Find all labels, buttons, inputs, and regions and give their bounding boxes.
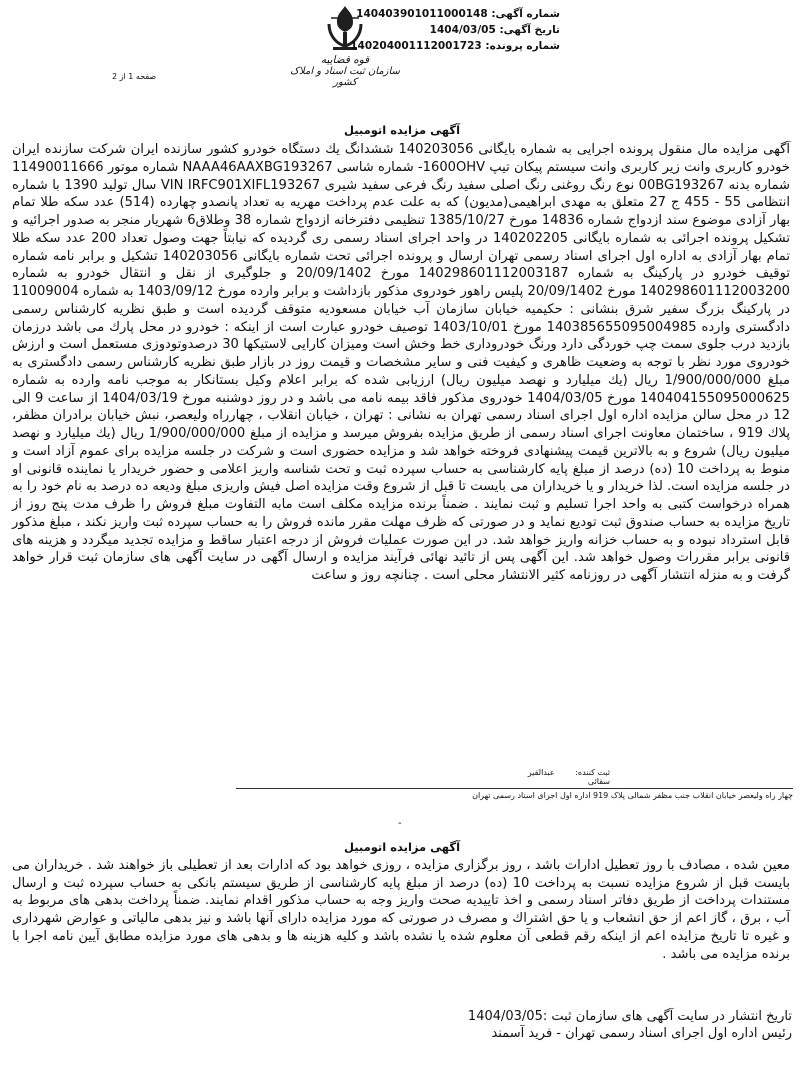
publish-date-line: تاریخ انتشار در سایت آگهی های سازمان ثبت :1404/03/05 [467,1009,792,1024]
case-number: 140204001112001723 [350,40,482,52]
signature-line: رئیس اداره اول اجرای اسناد رسمی تهران - فرید آسمند [491,1026,792,1041]
case-number-row [350,38,560,54]
ad-number: 140403901011000148 [356,8,488,20]
ad-number-label: شماره آگهی: [491,8,560,20]
ad-date: 1404/03/05 [429,24,496,36]
registrar-name: عبدالقیر سقائی [527,768,610,786]
ad-date-label: تاریخ آگهی: [499,24,560,36]
ad-date-row [420,22,560,38]
ad2-body: معین شده ، مصادف با روز تعطیل ادارات باشد ، روز برگزاری مزایده ، روزی خواهد بود كه ادارات بعد از تعطیلی باز خواهند شد . خریداران می بایست قبل از شروع مزایده نسبت به پرداخت 10 (ده) درصد از مبلغ پایه كارشناسی از طریق سیستم بانكی به حساب سپرده ثبت و ارسال مستندات پرداخت از طریق دفاتر اسناد رسمی و اخذ تاییدیه صحت واریز وجه به حساب مذكور اقدام نمایند. ضمناً پرداخت بدهی های مربوط به آب ، برق ، گاز اعم از حق انشعاب و یا حق اشتراك و مصرف در صورتی كه مورد مزایده دارای آنها باشد و نیز بدهی مالیاتی و عوارض شهرداری و غیره تا تاریخ مزایده اعم از اینكه رقم قطعی آن معلوم شده یا نشده باشد و كلیه هزینه ها و بدهی های مورد مزایده مطابق آیین نامه اجرا با برنده مزایده می باشد . [12,858,791,962]
org-name: قوه قضاییه [320,54,370,66]
org-subname: سازمان ثبت اسناد و املاک کشور [290,66,400,88]
ad1-body: آگهی مزایده مال منقول پرونده اجرایی به شماره بایگانی 140203056 ششدانگ یك دستگاه خودرو كشور سازنده ایران شركت سازنده ایران خودرو كاربری وانت زیر كاربری وانت سیستم پیكان تیپ 1600OHV- شماره شاسی NAAA46AAXBG193267 شماره موتور 11490011666 شماره بدنه 00BG193267 نوع رنگ روغنی رنگ اصلی سفید رنگ فرعی سفید شیری VIN IRFC901XIFL193267 سال تولید 1390 با شماره انتظامی 55 - 455 ج 27 متعلق به مهدی ابراهیمی(مدیون) كه به علت عدم پرداخت مهریه به تعداد پانصدو چهارده (514) عدد سكه طلا تمام بهار آزادی موضوع سند ازدواج شماره 14836 مورخ 1385/10/27 تنظیمی دفترخانه ازدواج شماره 38 وطلاق6 شهریار منجر به صدور اجرائیه و تشكیل پرونده اجرائی به شماره بایگانی 140202205 در واحد اجرای اسناد رسمی ری گردیده كه نیابتاً جهت وصول تعداد 200 عدد سكه طلا تمام بهار آزادی به اداره اول اجرای اسناد رسمی تهران ارسال و پرونده اجرائی تحت شماره بایگانی 140203056 تشكیل و برابر نامه شماره توقیف خودرو در پاركینگ به شماره 140298601112003187 مورخ 20/09/1402 و جلوگیری از نقل و انتقال خودرو به شماره 140298601112003200 مورخ 20/09/1402 پلیس راهور خودروی مذكور بازداشت و برابر وارده مورخ 1403/09/12 به شماره 11009004 در پاركینگ بزرگ سفیر شرق بنشانی : حكیمیه خیابان سازمان آب خیابان مسعودیه متوقف گردیده است و طبق نظریه كارشناس رسمی دادگستری وارده 140385655095004985 مورخ 1403/10/01 توصیف خودرو عبارت است از اینكه : خودرو در محل پارك می باشد درزمان بازدید درب جلوی سمت چپ خوردگی دارد ورنگ خودروداری خط وخش است ومیزان كارایی لاستیكها 30 درصدوتودوزی مستعمل است و ارزش خودروی مورد نظر با توجه به وضعیت ظاهری و كیفیت فنی و سایر مشخصات و قیمت روز در بازار طبق نظریه كارشناس رسمی دادگستری به مبلغ 1/900/000/000 ریال (یك میلیارد و نهصد میلیون ریال) ارزیابی شده كه برابر اعلام وكیل بستانكار به موجب نامه وارده به شماره 140404155095000625 مورخ 1404/03/05 خودروی مذكور فاقد بیمه نامه می باشد و در روز دوشنبه مورخ 1404/03/19 از ساعت 9 الی 12 در محل سالن مزایده اداره اول اجرای اسناد رسمی تهران به نشانی : تهران ، خیابان انقلاب ، چهارراه ولیعصر، نبش خیابان برادران مظفر، پلاك 919 ، ساختمان معاونت اجرای اسناد رسمی از طریق مزایده بفروش میرسد و مزایده از مبلغ 1/900/000/000 ریال (یك میلیارد و نهصد میلیون ریال) شروع و به بالاترین قیمت پیشنهادی فروخته خواهد شد و مزایده حضوری است و شركت در جلسه مزایده برای عموم آزاد است و منوط به پرداخت 10 (ده) درصد از مبلغ پایه كارشناسی به حساب سپرده ثبت و تحت شناسه واریز اعلامی و حضور خریدار یا نماینده قانونی او در جلسه مزایده است. لذا خریدار و یا خریداران می بایست تا قبل از شروع وقت مزایده اصل فیش واریزی مبلغ ودیعه ده درصد به نام خود را به همراه درخواست كتبی به واحد اجرا تسلیم و ثبت نمایند . ضمناً برنده مزایده مكلف است مابه التفاوت مبلغ فروش را ظرف مدت پنج روز از تاریخ مزایده به حساب صندوق ثبت تودیع نماید و در صورتی كه ظرف مهلت مقرر مانده فروش را به حساب سپرده ثبت واریز نكند ، مبلغ مذكور قابل استرداد نبوده و به حساب خزانه واریز خواهد شد. در این صورت عملیات فروش از درجه اعتبار ساقط و مزایده تجدید میگردد و هزینه های قانونی برابر مقررات وصول خواهد شد. این آگهی پس از تائید نهائی فرآیند مزایده و ارسال آگهی در سایت آگهی های سازمان ثبت قرار خواهد گرفت و به منزله انتشار آگهی در روزنامه كثیر الانتشار محلی است . چنانچه روز و ساعت [12,142,791,583]
case-number-label: شماره پرونده: [485,40,560,52]
page-indicator: صفحه 1 از 2 [112,72,157,81]
registrar-label: ثبت كننده: [575,768,610,777]
office-address: چهار راه ولیعصر خیابان انقلاب جنب مظفر شمالی پلاک 919 اداره اول اجرای اسناد رسمی تهران [236,788,793,800]
separator-mark: - [398,818,402,829]
ad-number-row [356,6,560,22]
ad2-title: آگهی مزایده اتومبیل [343,840,461,854]
ad1-title: آگهی مزایده اتومبیل [343,123,461,137]
registrar [520,768,610,786]
ad-meta [350,6,560,54]
